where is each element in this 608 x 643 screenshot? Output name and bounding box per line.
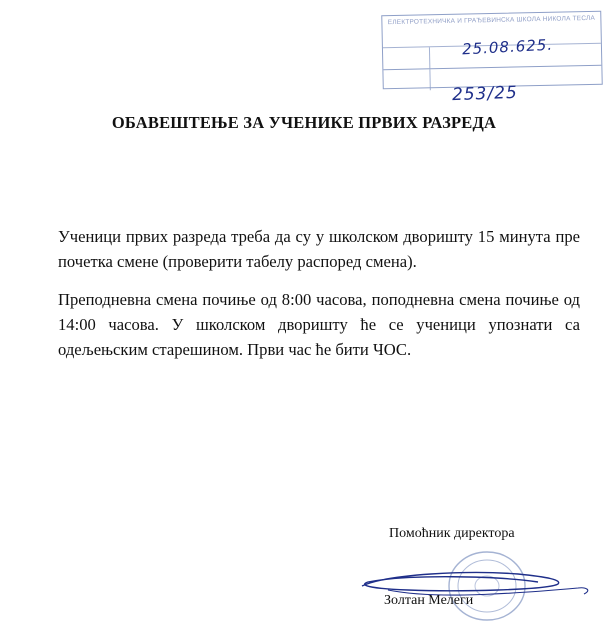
stamp-cell xyxy=(383,69,430,91)
paragraph-schedule xyxy=(58,224,580,274)
signer-name: Золтан Мелеги xyxy=(384,593,474,608)
stamp-header: ЕЛЕКТРОТЕХНИЧКА И ГРАЂЕВИНСКА ШКОЛА НИКОЛА ТЕСЛА xyxy=(382,12,601,49)
document-title: ОБАВЕШТЕЊЕ ЗА УЧЕНИКЕ ПРВИХ РАЗРЕДА xyxy=(111,113,497,132)
paragraph-text: Ученици првих разреда треба да су у школском дворишту 15 минута пре почетка смене (проверити табелу распоред смена). xyxy=(58,227,580,271)
handwritten-signature xyxy=(348,560,598,620)
paragraph-text: Преподневна смена почиње од 8:00 часова, поподневна смена почиње од 14:00 часова. У школском дворишту ће се ученици упознати са одељењским старешином. Први час ће бити ЧОС. xyxy=(58,290,580,359)
handwritten-date: 25.08.625. xyxy=(461,35,554,59)
handwritten-registry-number: 253/25 xyxy=(451,82,519,106)
paragraph-shifts xyxy=(58,287,580,362)
signer-title: Помоћник директора xyxy=(389,526,515,541)
stamp-cell xyxy=(383,47,430,69)
